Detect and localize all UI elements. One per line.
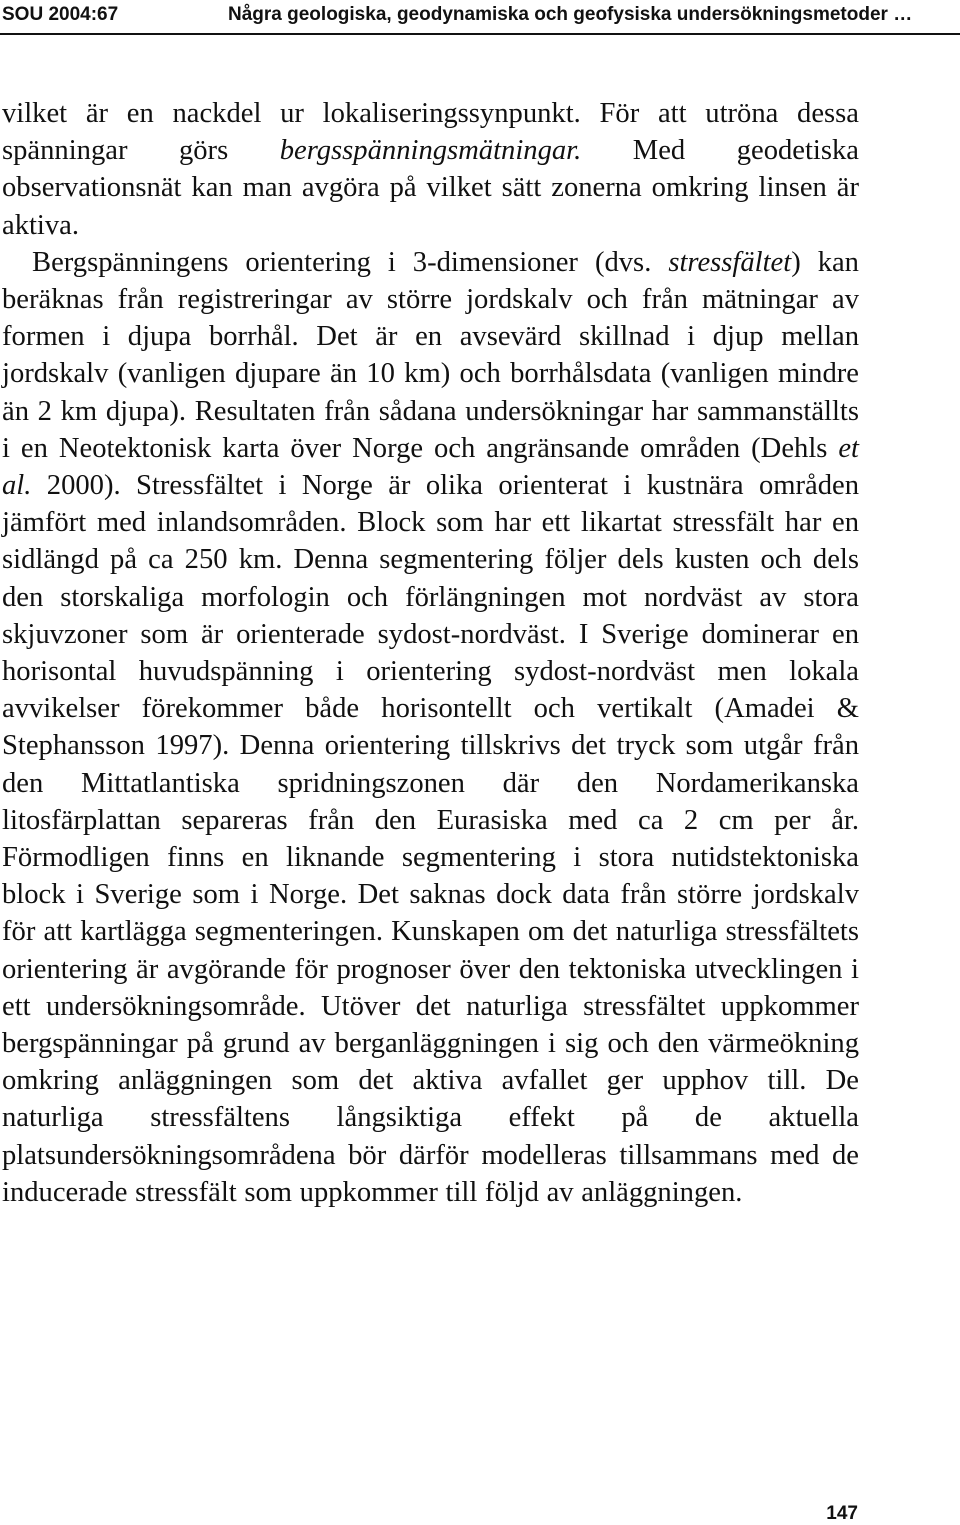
paragraph-1-text: vilket är en nackdel ur lokaliseringssynpunkt. För att utröna dessa spänningar görs	[2, 98, 859, 167]
paragraph-2-emphasis-2: et al.	[2, 432, 859, 502]
paragraph-2-emphasis: stressfältet	[668, 246, 792, 278]
paragraph	[2, 244, 859, 1211]
header-rule	[0, 33, 960, 35]
body-text	[2, 95, 859, 1211]
paragraph-1-emphasis: bergsspänningsmätningar.	[279, 135, 582, 167]
paragraph-2-text-before: Bergspänningens orientering i 3-dimensioner (dvs.	[32, 246, 669, 278]
paragraph-2-text-after: 2000). Stressfältet i Norge är olika orienterat i kustnära områden jämfört med inlandsområden. Block som har ett likartat stressfält har en sidlängd på ca 250 km. Denna segmentering följer dels kusten och dels den storskaliga morfologin och förlängningen mot nordväst av stora skjuvzoner som är orienterade sydost-nordväst. I Sverige dominerar en horisontal huvudspänning i orientering sydost-nordväst men lokala avvikelser förekommer både horisontellt och vertikalt (Amadei & Stephansson 1997). Denna orientering tillskrivs det tryck som utgår från den Mittatlantiska spridningszonen där den Nordamerikanska litosfärplattan separeras från den Eurasiska med ca 2 cm per år. Förmodligen finns en liknande segmentering i stora nutidstektoniska block i Sverige som i Norge. Det saknas dock data från större jordskalv för att kartlägga segmenteringen. Kunskapen om det naturliga stressfältets orientering är avgörande för prognoser över den tektoniska utvecklingen i ett undersökningsområde. Utöver det naturliga stressfältet uppkommer bergspänningar på grund av berganläggningen i sig och den värmeökning omkring anläggningen som det aktiva avfallet ger upphov till. De naturliga stressfältens långsiktiga effekt på de aktuella platsundersökningsområdena bör därför modelleras tillsammans med de inducerade stressfält som uppkommer till följd av anläggningen.	[2, 470, 859, 1208]
paragraph-2-text-middle: ) kan beräknas från registreringar av större jordskalv och från mätningar av formen i djupa borrhål. Det är en avsevärd skillnad i djup mellan jordskalv (vanligen djupare än 10 km) och borrhålsdata (vanligen mindre än 2 km djupa). Resultaten från sådana undersökningar har sammanställts i en Neotektonisk karta över Norge och angränsande områden (Dehls	[2, 246, 859, 464]
page-number: 147	[826, 1503, 858, 1524]
running-title: Några geologiska, geodynamiska och geofysiska undersökningsmetoder …	[228, 4, 913, 25]
paragraph-1-text-after: Med geodetiska observationsnät kan man avgöra på vilket sätt zonerna omkring linsen är aktiva.	[2, 135, 859, 241]
document-reference: SOU 2004:67	[2, 4, 119, 25]
paragraph	[2, 95, 859, 244]
running-head	[0, 0, 960, 32]
